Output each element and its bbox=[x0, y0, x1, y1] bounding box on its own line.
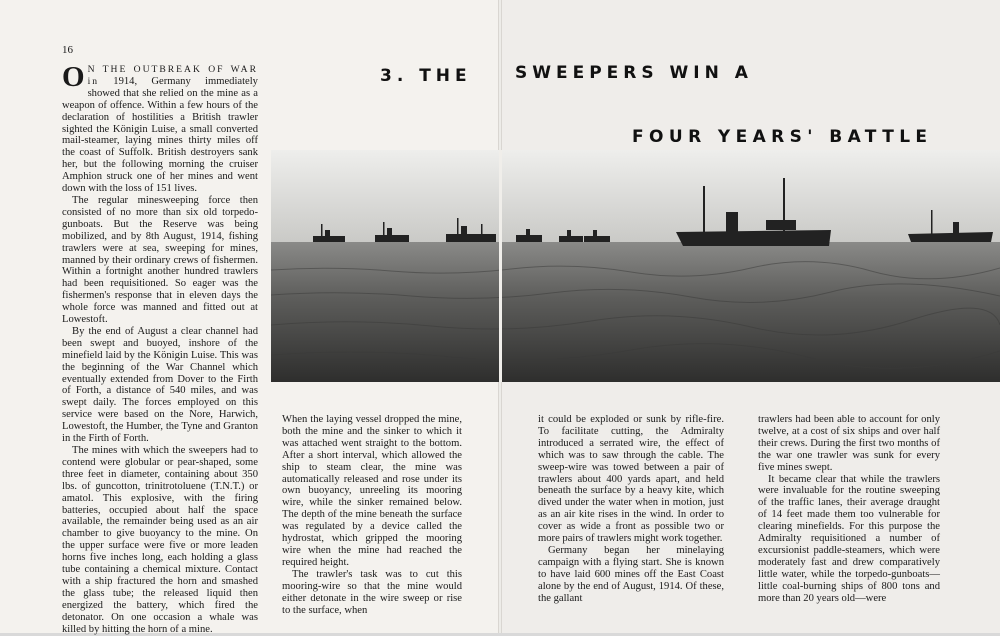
photo-gutter bbox=[499, 150, 502, 382]
paragraph-8: Germany began her minelaying campaign with a flying start. She is known to have laid 600 mines off the East Coast alone by the end of August, 1914. Of these, the gallant bbox=[538, 544, 724, 604]
paragraph-7: it could be exploded or sunk by rifle-fire. To facilitate cutting, the Admiralty introduced a serrated wire, the effect of which was to saw through the cable. The sweep-wire was towed between a pair of trawlers about 400 yards apart, and held beneath the surface by a heavy kite, which dived under the water when in motion, just as an air kite rises in the wind. In order to cover as wide a front as possible two or more pairs of trawlers might work together. bbox=[538, 414, 724, 545]
paragraph-10: It became clear that while the trawlers were invaluable for the routine sweeping of the traffic lanes, their average draught of 14 feet made them too vulnerable for clearing minefields. For this purpose the Admiralty requisitioned a number of excursionist paddle-steamers, which were moderately fast and drew comparatively little water, while the torpedo-gunboats—little coal-burning ships of 800 tons and more than 20 years old—were bbox=[758, 473, 940, 604]
text-column-2 bbox=[282, 414, 462, 616]
paragraph-6: The trawler's task was to cut this mooring-wire so that the mine would either detonate in the wire sweep or rise to the surface, when bbox=[282, 568, 462, 616]
paragraph-1-text: 1914, Germany immediately showed that she relied on the mine as a weapon of offence. Within a few hours of the declaration of hostilities a British trawler sighted the Königin Luise, a small converted mail-steamer, laying mines thirty miles off the coast of Suffolk. British destroyers sank her, but the following morning the cruiser Amphion struck one of her mines and went down with the loss of 151 lives. bbox=[62, 75, 258, 195]
text-column-4 bbox=[758, 414, 940, 605]
drop-cap: O bbox=[62, 61, 85, 93]
lead-in-caps: N THE OUTBREAK OF WAR in bbox=[87, 64, 258, 87]
text-column-1 bbox=[62, 61, 258, 636]
trawlers-photograph bbox=[271, 150, 1000, 382]
chapter-heading-line-1: 3. THE bbox=[380, 66, 472, 86]
photo-illustration bbox=[271, 150, 1000, 382]
chapter-heading-line-3: FOUR YEARS' BATTLE bbox=[632, 127, 933, 147]
paragraph-9: trawlers had been able to account for only twelve, at a cost of six ships and over half their crews. During the first two months of the war one trawler was sunk for every five mines swept. bbox=[758, 414, 940, 473]
paragraph-3: By the end of August a clear channel had been swept and buoyed, inshore of the minefield laid by the Königin Luise. This was the beginning of the War Channel which eventually extended from Dover to the Firth of Forth, a distance of 540 miles, and was swept daily. The forces employed on this service were based on the Nore, Harwich, Lowestoft, the Humber, the Tyne and Granton in the Firth of Forth. bbox=[62, 325, 258, 445]
paragraph-2: The regular minesweeping force then consisted of no more than six old torpedo-gunboats. But the Reserve was being mobilized, and by 8th August, 1914, fishing trawlers were at sea, sweeping for mines, manned by their ordinary crews of fishermen. Within a fortnight another hundred trawlers had been requisitioned. So eager was the fishermen's response that in eleven days the whole force was manned and fitted out at Lowestoft. bbox=[62, 194, 258, 326]
paragraph-1 bbox=[62, 61, 258, 195]
text-column-3 bbox=[538, 414, 724, 605]
paragraph-4: The mines with which the sweepers had to contend were globular or pear-shaped, some three feet in diameter, containing about 350 lbs. of guncotton, trinitrotoluene (T.N.T.) or amatol. This explosive, with the firing batteries, occupied about half the space available, the remainder being used as an air chamber to give buoyancy to the mine. On the upper surface were five or more leaden horns five inches long, each holding a glass tube containing a chemical mixture. Contact with a ship fractured the horn and smashed the glass tube; the released liquid then energized the battery, which fired the detonator. On one occasion a whale was killed by hitting the horn of a mine. bbox=[62, 445, 258, 635]
page-number: 16 bbox=[62, 44, 73, 56]
paragraph-5: When the laying vessel dropped the mine, both the mine and the sinker to which it was attached went straight to the bottom. After a short interval, which allowed the ship to steam clear, the mine was automatically released and rose under its own buoyancy, unreeling its mooring wire, while the sinker remained below. The depth of the mine beneath the surface was regulated by a device called the hydrostat, which gripped the mooring wire when the mine had reached the required height. bbox=[282, 414, 462, 568]
chapter-heading-line-2: SWEEPERS WIN A bbox=[515, 63, 753, 83]
